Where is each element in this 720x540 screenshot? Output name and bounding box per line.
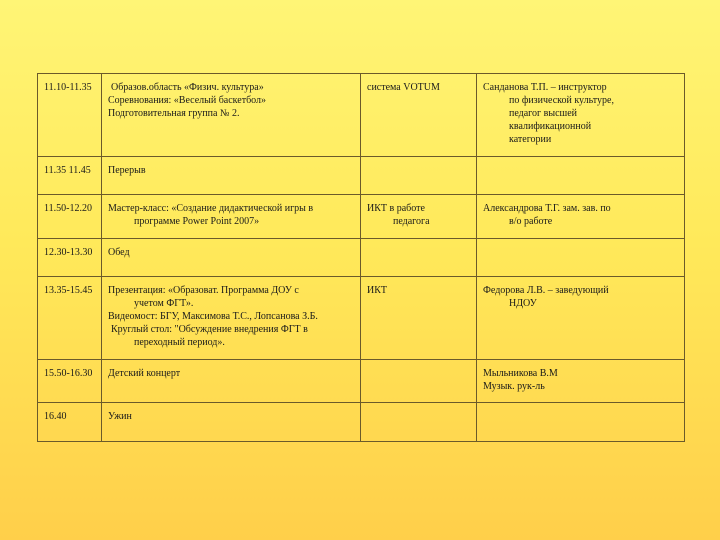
- event-line: Перерыв: [108, 165, 146, 176]
- time-cell: 12.30-13.30: [38, 239, 102, 277]
- responsible-line: педагог высшей: [509, 108, 578, 119]
- time-cell: 11.35 11.45: [38, 157, 102, 195]
- time-cell: 16.40: [38, 403, 102, 442]
- event-line: Презентация: «Образоват. Программа ДОУ с: [108, 285, 299, 296]
- tech-line: ИКТ в работе: [367, 203, 425, 214]
- tech-line: система VOTUM: [367, 82, 440, 93]
- event-cell: [102, 360, 361, 403]
- responsible-cell: [477, 403, 685, 442]
- schedule-table: [37, 73, 685, 442]
- responsible-line: Санданова Т.П. – инструктор: [483, 82, 607, 93]
- responsible-line: в/о работе: [509, 216, 553, 227]
- responsible-cell: [477, 277, 685, 360]
- event-cell: [102, 74, 361, 157]
- event-cell: [102, 403, 361, 442]
- tech-cell: [361, 403, 477, 442]
- tech-line: педагога: [393, 216, 430, 227]
- event-cell: [102, 277, 361, 360]
- tech-cell: [361, 157, 477, 195]
- responsible-cell: [477, 239, 685, 277]
- responsible-line: Александрова Т.Г. зам. зав. по: [483, 203, 611, 214]
- event-line: Мастер-класс: «Создание дидактической игры в: [108, 203, 314, 214]
- time-cell: 13.35-15.45: [38, 277, 102, 360]
- responsible-line: по физической культуре,: [509, 95, 614, 106]
- event-cell: [102, 195, 361, 239]
- tech-cell: [361, 277, 477, 360]
- table-row: [38, 277, 685, 360]
- event-line: переходный период».: [134, 337, 225, 348]
- responsible-line: Мыльникова В.М: [483, 368, 558, 379]
- responsible-line: НДОУ: [509, 298, 537, 309]
- responsible-line: Федорова Л.В. – заведующий: [483, 285, 609, 296]
- event-cell: [102, 239, 361, 277]
- responsible-cell: [477, 360, 685, 403]
- event-line: Детский концерт: [108, 368, 181, 379]
- responsible-line: квалификационной: [509, 121, 592, 132]
- event-line: программе Power Point 2007»: [134, 216, 260, 227]
- time-cell: 11.10-11.35: [38, 74, 102, 157]
- tech-cell: [361, 239, 477, 277]
- table-row: [38, 239, 685, 277]
- responsible-line: Музык. рук-ль: [483, 381, 545, 392]
- event-line: Образов.область «Физич. культура»: [111, 82, 264, 93]
- event-line: Ужин: [108, 411, 132, 422]
- event-line: Обед: [108, 247, 130, 258]
- event-line: учетом ФГТ».: [134, 298, 194, 309]
- time-cell: 15.50-16.30: [38, 360, 102, 403]
- table-row: [38, 195, 685, 239]
- table-row: [38, 403, 685, 442]
- table-row: [38, 360, 685, 403]
- table-row: [38, 74, 685, 157]
- event-line: Круглый стол: "Обсуждение внедрения ФГТ в: [111, 324, 308, 335]
- event-line: Подготовительная группа № 2.: [108, 108, 240, 119]
- tech-cell: [361, 195, 477, 239]
- event-cell: [102, 157, 361, 195]
- responsible-cell: [477, 195, 685, 239]
- tech-cell: [361, 360, 477, 403]
- responsible-cell: [477, 157, 685, 195]
- time-cell: 11.50-12.20: [38, 195, 102, 239]
- table-row: [38, 157, 685, 195]
- event-line: Видеомост: БГУ, Максимова Т.С., Лопсанова З.Б.: [108, 311, 318, 322]
- event-line: Соревнования: «Веселый баскетбол»: [108, 95, 267, 106]
- tech-line: ИКТ: [367, 285, 387, 296]
- responsible-line: категории: [509, 134, 552, 145]
- tech-cell: [361, 74, 477, 157]
- responsible-cell: [477, 74, 685, 157]
